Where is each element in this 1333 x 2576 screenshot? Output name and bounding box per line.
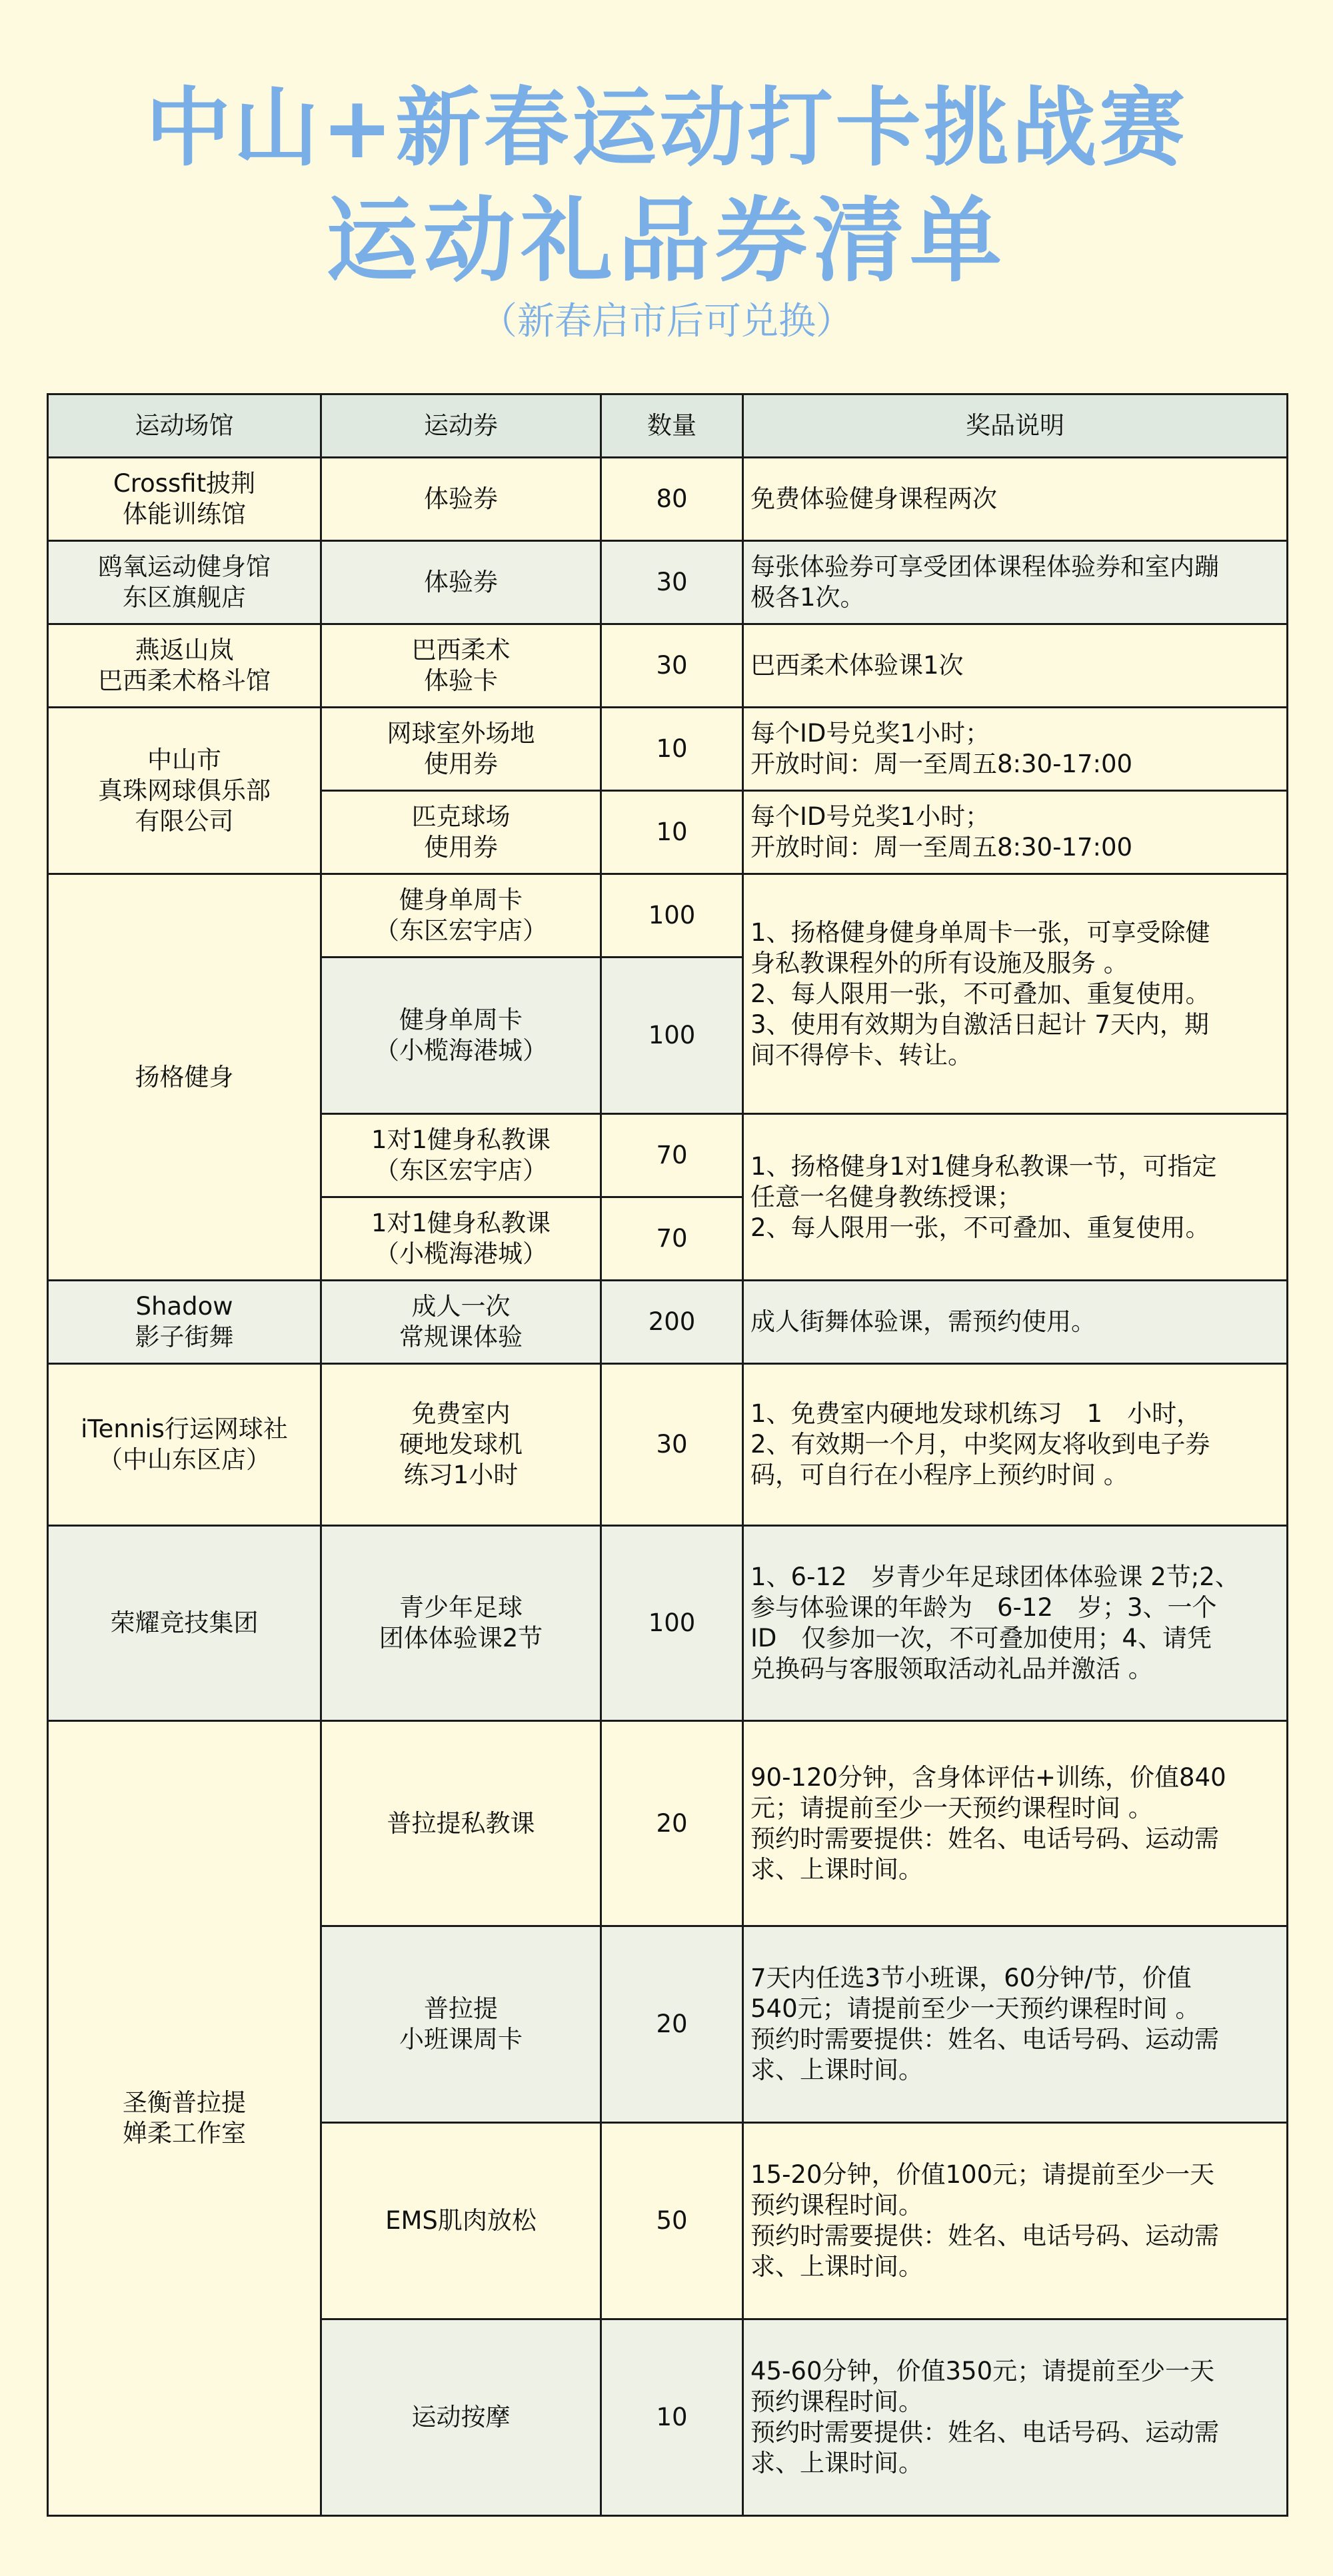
quantity-cell: 70 xyxy=(601,1114,743,1197)
quantity-cell: 10 xyxy=(601,791,743,874)
table-row xyxy=(48,874,1288,958)
description-cell: 1、扬格健身健身单周卡一张，可享受除健 身私教课程外的所有设施及服务 。 2、每人限用一张，不可叠加、重复使用。 3、使用有效期为自激活日起计 7天内，期 间不得停卡、转让。 xyxy=(743,874,1288,1114)
quantity-cell: 30 xyxy=(601,541,743,624)
venue-cell: 中山市 真珠网球俱乐部 有限公司 xyxy=(48,708,321,874)
description-cell: 90-120分钟，含身体评估+训练，价值840 元；请提前至少一天预约课程时间 。 预约时需要提供：姓名、电话号码、运动需 求、上课时间。 xyxy=(743,1721,1288,1926)
ticket-cell: 普拉提私教课 xyxy=(321,1721,601,1926)
quantity-cell: 20 xyxy=(601,1926,743,2123)
description-cell: 1、扬格健身1对1健身私教课一节，可指定 任意一名健身教练授课； 2、每人限用一张，不可叠加、重复使用。 xyxy=(743,1114,1288,1281)
ticket-cell: 健身单周卡 （东区宏宇店） xyxy=(321,874,601,958)
title-line-1: 中山+新春运动打卡挑战赛 xyxy=(145,79,1188,178)
quantity-cell: 70 xyxy=(601,1197,743,1281)
ticket-cell: 普拉提 小班课周卡 xyxy=(321,1926,601,2123)
header-ticket: 运动券 xyxy=(321,394,601,458)
table-row xyxy=(48,624,1288,708)
table-row xyxy=(48,1364,1288,1526)
header-description: 奖品说明 xyxy=(743,394,1288,458)
ticket-cell: 体验券 xyxy=(321,458,601,541)
quantity-cell: 100 xyxy=(601,874,743,958)
subtitle: （新春启市后可兑换） xyxy=(480,300,853,343)
ticket-cell: 运动按摩 xyxy=(321,2319,601,2516)
venue-cell: iTennis行运网球社 （中山东区店） xyxy=(48,1364,321,1526)
venue-cell: 燕返山岚 巴西柔术格斗馆 xyxy=(48,624,321,708)
table-row xyxy=(48,541,1288,624)
description-cell: 每张体验券可享受团体课程体验券和室内蹦 极各1次。 xyxy=(743,541,1288,624)
quantity-cell: 10 xyxy=(601,2319,743,2516)
table-row xyxy=(48,708,1288,791)
description-cell: 免费体验健身课程两次 xyxy=(743,458,1288,541)
quantity-cell: 200 xyxy=(601,1281,743,1364)
prize-table xyxy=(47,393,1288,2517)
quantity-cell: 100 xyxy=(601,958,743,1114)
ticket-cell: 巴西柔术 体验卡 xyxy=(321,624,601,708)
description-cell: 15-20分钟，价值100元；请提前至少一天 预约课程时间。 预约时需要提供：姓名、电话号码、运动需 求、上课时间。 xyxy=(743,2123,1288,2319)
ticket-cell: 匹克球场 使用券 xyxy=(321,791,601,874)
table-row xyxy=(48,458,1288,541)
description-cell: 每个ID号兑奖1小时； 开放时间：周一至周五8:30-17:00 xyxy=(743,708,1288,791)
quantity-cell: 50 xyxy=(601,2123,743,2319)
ticket-cell: 青少年足球 团体体验课2节 xyxy=(321,1526,601,1721)
quantity-cell: 80 xyxy=(601,458,743,541)
ticket-cell: 1对1健身私教课 （东区宏宇店） xyxy=(321,1114,601,1197)
venue-cell: 圣衡普拉提 婵柔工作室 xyxy=(48,1721,321,2516)
ticket-cell: EMS肌肉放松 xyxy=(321,2123,601,2319)
ticket-cell: 体验券 xyxy=(321,541,601,624)
ticket-cell: 健身单周卡 （小榄海港城） xyxy=(321,958,601,1114)
description-cell: 7天内任选3节小班课，60分钟/节，价值 540元；请提前至少一天预约课程时间 。 预约时需要提供：姓名、电话号码、运动需 求、上课时间。 xyxy=(743,1926,1288,2123)
ticket-cell: 成人一次 常规课体验 xyxy=(321,1281,601,1364)
description-cell: 45-60分钟，价值350元；请提前至少一天 预约课程时间。 预约时需要提供：姓名、电话号码、运动需 求、上课时间。 xyxy=(743,2319,1288,2516)
description-cell: 1、6-12 岁青少年足球团体体验课 2节;2、 参与体验课的年龄为 6-12 岁；3、一个 ID 仅参加一次，不可叠加使用；4、请凭 兑换码与客服领取活动礼品并激活 。 xyxy=(743,1526,1288,1721)
description-cell: 巴西柔术体验课1次 xyxy=(743,624,1288,708)
quantity-cell: 30 xyxy=(601,624,743,708)
table-header-row xyxy=(48,394,1288,458)
header-venue: 运动场馆 xyxy=(48,394,321,458)
venue-cell: Shadow 影子街舞 xyxy=(48,1281,321,1364)
venue-cell: Crossfit披荆 体能训练馆 xyxy=(48,458,321,541)
quantity-cell: 30 xyxy=(601,1364,743,1526)
header-quantity: 数量 xyxy=(601,394,743,458)
description-cell: 每个ID号兑奖1小时； 开放时间：周一至周五8:30-17:00 xyxy=(743,791,1288,874)
table-row xyxy=(48,1526,1288,1721)
table-row xyxy=(48,1281,1288,1364)
quantity-cell: 10 xyxy=(601,708,743,791)
ticket-cell: 网球室外场地 使用券 xyxy=(321,708,601,791)
venue-cell: 荣耀竞技集团 xyxy=(48,1526,321,1721)
venue-cell: 鸥氧运动健身馆 东区旗舰店 xyxy=(48,541,321,624)
description-cell: 1、免费室内硬地发球机练习 1 小时， 2、有效期一个月，中奖网友将收到电子券 码，可自行在小程序上预约时间 。 xyxy=(743,1364,1288,1526)
table-row xyxy=(48,1721,1288,1926)
quantity-cell: 100 xyxy=(601,1526,743,1721)
venue-cell: 扬格健身 xyxy=(48,874,321,1281)
ticket-cell: 1对1健身私教课 （小榄海港城） xyxy=(321,1197,601,1281)
title-line-2: 运动礼品券清单 xyxy=(325,187,1007,295)
ticket-cell: 免费室内 硬地发球机 练习1小时 xyxy=(321,1364,601,1526)
quantity-cell: 20 xyxy=(601,1721,743,1926)
description-cell: 成人街舞体验课，需预约使用。 xyxy=(743,1281,1288,1364)
